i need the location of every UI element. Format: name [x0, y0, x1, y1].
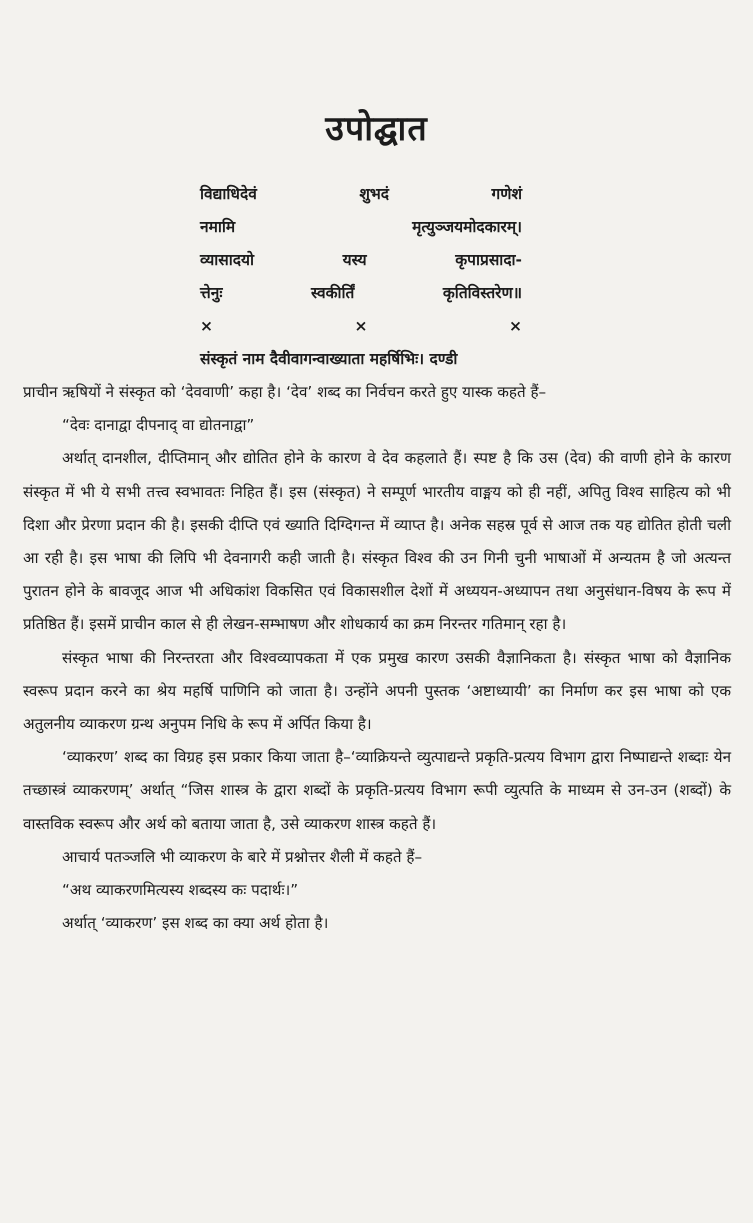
quotation: “देवः दानाद्वा दीपनाद् वा द्योतनाद्वा”	[62, 416, 255, 435]
separator-mark: ×	[200, 317, 213, 335]
separator-mark: ×	[354, 317, 368, 335]
paragraph: आचार्य पतञ्जलि भी व्याकरण के बारे में प्रश्नोत्तर शैली में कहते हैं–	[62, 847, 423, 866]
paragraph: अर्थात् ‘व्याकरण’ इस शब्द का क्या अर्थ होता है।	[62, 914, 329, 933]
paragraph: अर्थात् दानशील, दीप्तिमान् और द्योतित होने के कारण वे देव कहलाते हैं। स्पष्ट है कि उस (देव) की वाणी होने के कारण संस्कृत में भी ये सभी तत्त्व स्वभावतः निहित हैं। इस (संस्कृत) ने सम्पूर्ण भारतीय वाङ्मय को ही नहीं, अपितु विश्व साहित्य को भी दिशा और प्रेरणा प्रदान की है। इसकी दीप्ति एवं ख्याति दिग्दिगन्त में व्याप्त है। अनेक सहस्र पूर्व से आज तक यह द्योतित होती चली आ रही है। इस भाषा की लिपि भी देवनागरी कही जाती है। संस्कृत विश्व की उन गिनी चुनी भाषाओं में अन्यतम है जो अत्यन्त पुरातन होने के बावजूद आज भी अधिकांश विकसित एवं विकासशील देशों में अध्ययन-अध्यापन तथा अनुसंधान-विषय के रूप में प्रतिष्ठित हैं। इसमें प्राचीन काल से ही लेखन-सम्भाषण और शोधकार्य का क्रम निरन्तर गतिमान् रहा है।	[23, 449, 731, 634]
verse-word: स्वकीर्तिं	[310, 284, 355, 302]
verse-line-3	[200, 244, 522, 277]
verse-word: मृत्युञ्जयमोदकारम्।	[412, 218, 522, 236]
quotation: “अथ व्याकरणमित्यस्य शब्दस्य कः पदार्थः।”	[62, 881, 299, 900]
verse-word: शुभदं	[359, 185, 389, 203]
paragraph: ‘व्याकरण’ शब्द का विग्रह इस प्रकार किया जाता है–‘व्याक्रियन्ते व्युत्पाद्यन्ते प्रकृति-प्रत्यय विभाग द्वारा निष्पाद्यन्ते शब्दाः येन तच्छास्त्रं व्याकरणम्’ अर्थात् “जिस शास्त्र के द्वारा शब्दों के प्रकृति-प्रत्यय विभाग रूपी व्युत्पति के माध्यम से उन-उन (शब्दों) के वास्तविक स्वरूप और अर्थ को बताया जाता है, उसे व्याकरण शास्त्र कहते हैं।	[23, 748, 731, 833]
body-text	[23, 376, 731, 940]
paragraph: प्राचीन ऋषियों ने संस्कृत को ‘देववाणी’ कहा है। ‘देव’ शब्द का निर्वचन करते हुए यास्क कहते हैं–	[23, 383, 547, 401]
separator-mark: ×	[509, 317, 522, 335]
verse-word: त्तेनुः	[200, 284, 223, 302]
verse-word: विद्याधिदेवं	[200, 185, 257, 203]
paragraph: संस्कृत भाषा की निरन्तरता और विश्वव्यापकता में एक प्रमुख कारण उसकी वैज्ञानिकता है। संस्कृत भाषा को वैज्ञानिक स्वरूप प्रदान करने का श्रेय महर्षि पाणिनि को जाता है। उन्होंने अपनी पुस्तक ‘अष्टाध्यायी’ का निर्माण कर इस भाषा को एक अतुलनीय व्याकरण ग्रन्थ अनुपम निधि के रूप में अर्पित किया है।	[23, 648, 731, 734]
verse-word: व्यासादयो	[200, 251, 255, 269]
verse-word: नमामि	[200, 218, 236, 236]
verse-quote	[200, 343, 522, 376]
verse-word: कृपाप्रसादा-	[455, 251, 522, 269]
invocation-verse	[200, 178, 522, 376]
verse-word: यस्य	[342, 251, 367, 269]
verse-line-2	[200, 211, 522, 244]
verse-line-1	[200, 178, 522, 211]
verse-separator	[200, 310, 522, 343]
verse-word: गणेशं	[491, 185, 522, 203]
verse-line-4	[200, 277, 522, 310]
page-title: उपोद्घात	[325, 109, 428, 149]
verse-word: कृतिविस्तरेण॥	[442, 284, 522, 302]
quote-text: संस्कृतं नाम दैवीवागन्वाख्याता महर्षिभिः। दण्डी	[200, 350, 458, 368]
